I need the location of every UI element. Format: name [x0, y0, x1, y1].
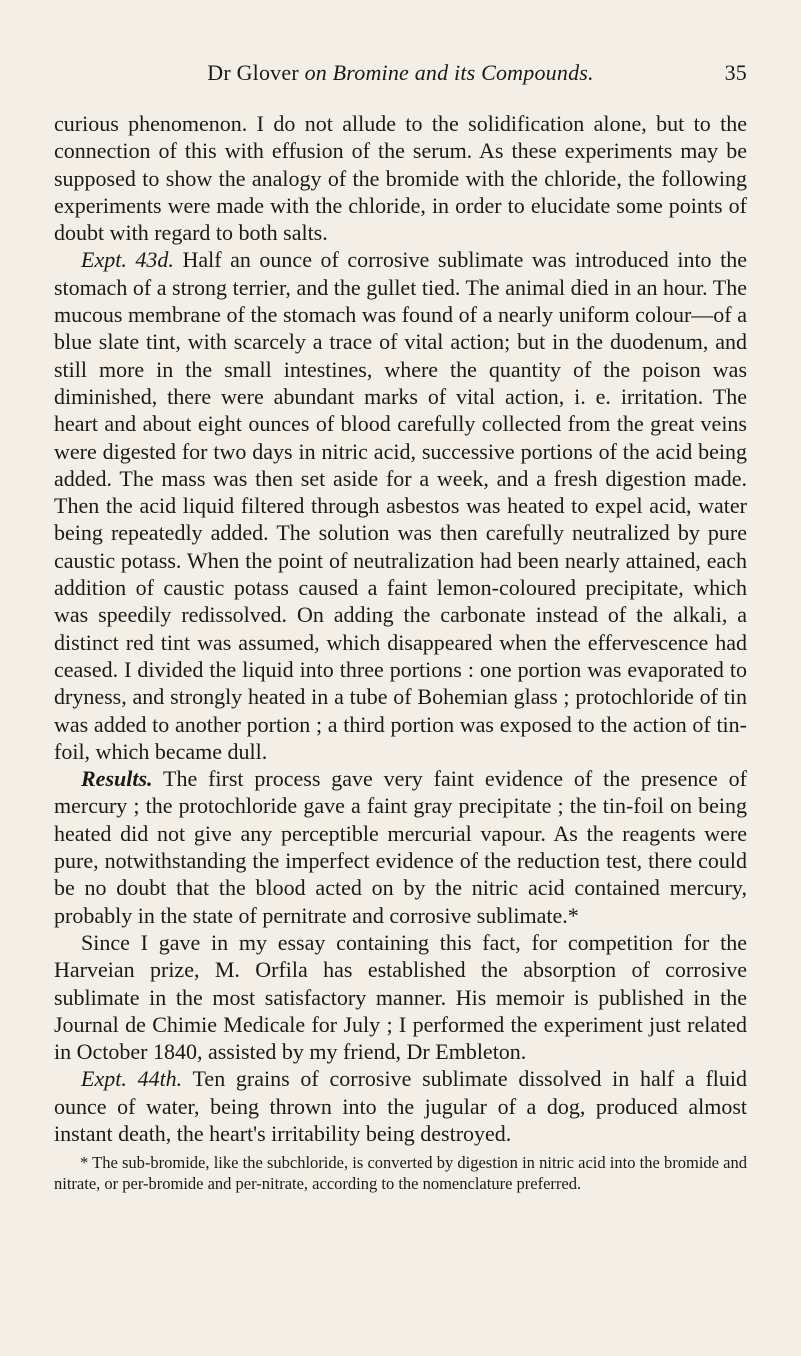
paragraph-text: The first process gave very faint evidence of the presence of mercury ; the protochloride gave a faint gray precipitate ; the tin-foil on being heated did not give any perceptible mercurial vapour. As the reagents were pure, notwithstanding the imperfect evidence of the reduction test, there could be no doubt that the blood acted on by the nitric acid contained mercury, probably in the state of pernitrate and corrosive sublimate.* — [54, 766, 747, 928]
footnote: * The sub-bromide, like the subchloride, is converted by digestion in nitric acid into the bromide and nitrate, or per-bromide and per-nitrate, according to the nomenclature preferred. — [54, 1153, 747, 1193]
running-head — [54, 60, 747, 100]
experiment-number: 44th. — [137, 1066, 183, 1092]
paragraph-text: Ten grains of corrosive sublimate dissolved in half a fluid ounce of water, being thrown into the jugular of a dog, produced almost instant death, the heart's irritability being destroyed. — [54, 1066, 747, 1146]
paragraph-results — [54, 765, 747, 929]
paragraph-orfila — [54, 929, 747, 1065]
page-number: 35 — [724, 60, 747, 85]
paragraph-text: Half an ounce of corrosive sublimate was introduced into the stomach of a strong terrier, and the gullet tied. The animal died in an hour. The mucous membrane of the stomach was found of a nearly uniform colour—of a blue slate tint, with scarcely a trace of vital action; but in the duodenum, and still more in the small intestines, where the quantity of the poison was diminished, there were abundant marks of vital action, i. e. irritation. The heart and about eight ounces of blood carefully collected from the great veins were digested for two days in nitric acid, successive portions of the acid being added. The mass was then set aside for a week, and a fresh digestion made. Then the acid liquid filtered through asbestos was heated to expel acid, water being repeatedly added. The solution was then carefully neutralized by pure caustic potass. When the point of neutralization had been nearly attained, each addition of caustic potass caused a faint lemon-coloured precipitate, which was speedily redissolved. On adding the carbonate instead of the alkali, a distinct red tint was assumed, which disappeared when the effervescence had ceased. I divided the liquid into three portions : one portion was evaporated to dryness, and strongly heated in a tube of Bohemian glass ; protochloride of tin was added to another portion ; a third portion was exposed to the action of tin-foil, which became dull. — [54, 247, 747, 764]
running-title-subject: Bromine and its Compounds. — [332, 60, 594, 85]
running-title-author: Dr Glover — [207, 60, 299, 85]
paragraph-text: Since I gave in my essay containing this fact, for competition for the Harveian prize, M. Orfila has established the absorption of corrosive sublimate in the most satisfactory manner. His memoir is published in the Journal de Chimie Medicale for July ; I performed the experiment just related in October 1840, assisted by my friend, Dr Embleton. — [54, 929, 747, 1065]
paragraph-experiment-43 — [54, 246, 747, 765]
experiment-label: Expt. — [81, 247, 127, 273]
experiment-label: Expt. — [81, 1066, 127, 1092]
body-text — [54, 110, 747, 1147]
results-heading: Results. — [81, 766, 153, 792]
running-title — [207, 60, 593, 85]
experiment-number: 43d. — [135, 247, 174, 273]
paragraph-text: curious phenomenon. I do not allude to the solidification alone, but to the connection of this with effusion of the serum. As these experiments may be supposed to show the analogy of the bromide with the chloride, the following experiments were made with the chloride, in order to elucidate some points of doubt with regard to both salts. — [54, 111, 747, 246]
paragraph-experiment-44 — [54, 1065, 747, 1147]
running-title-connector: on — [304, 60, 327, 85]
paragraph-continued — [54, 110, 747, 246]
